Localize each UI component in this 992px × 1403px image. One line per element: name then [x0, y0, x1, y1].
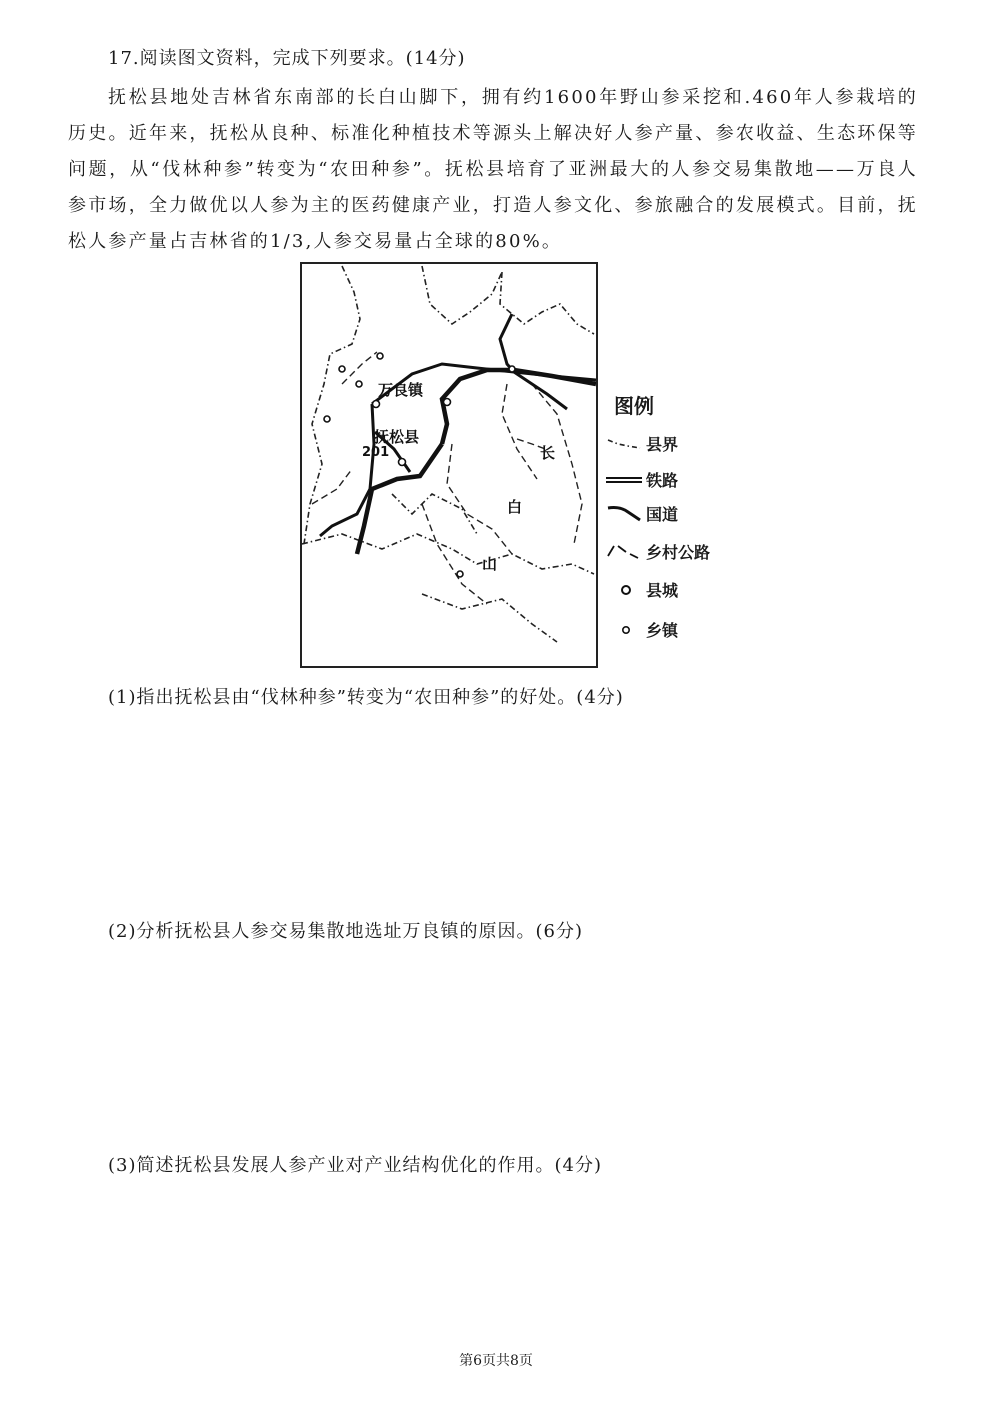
map-label-chang: 长 — [540, 444, 556, 462]
subquestion-1: (1)指出抚松县由“伐林种参”转变为“农田种参”的好处。(4分) — [108, 687, 624, 708]
map-legend — [606, 390, 726, 650]
legend-title: 图例 — [614, 394, 654, 418]
national-road-symbol — [606, 504, 642, 524]
page-number: 第6页共8页 — [459, 1353, 533, 1369]
legend-village-road: 乡村公路 — [646, 543, 711, 562]
village-road-symbol — [606, 542, 642, 562]
question-title: 17.阅读图文资料，完成下列要求。(14分) — [108, 48, 466, 69]
map-drawing — [302, 264, 596, 666]
railway-symbol — [606, 470, 642, 490]
legend-township: 乡镇 — [646, 621, 679, 640]
question-passage: 抚松县地处吉林省东南部的长白山脚下，拥有约1600年野山参采挖和.460年人参栽培的历史。近年来，抚松从良种、标准化种植技术等源头上解决好人参产量、参农收益、生态环保等问题，从“伐林种参”转变为“农田种参”。抚松县培育了亚洲最大的人参交易集散地——万良人参市场，全力做优以人参为主的医药健康产业，打造人参文化、参旅融合的发展模式。目前，抚松人参产量占吉林省的1/3,人参交易量占全球的80%。 — [68, 87, 918, 252]
national-road-lines — [320, 314, 596, 536]
subquestion-3: (3)简述抚松县发展人参产业对产业结构优化的作用。(4分) — [108, 1155, 602, 1176]
legend-county-seat: 县城 — [646, 581, 679, 600]
legend-national-road: 国道 — [646, 505, 679, 524]
legend-railway: 铁路 — [646, 471, 679, 490]
map-label-bai: 白 — [507, 498, 523, 516]
county-seat-symbol — [606, 580, 642, 600]
subquestion-2: (2)分析抚松县人参交易集散地选址万良镇的原因。(6分) — [108, 921, 583, 942]
map-figure — [300, 262, 598, 668]
map-label-shan: 山 — [482, 555, 498, 573]
map-label-wanliang: 万良镇 — [378, 381, 424, 399]
township-symbol — [606, 620, 642, 640]
legend-county-border: 县界 — [646, 435, 679, 454]
map-label-road-201: 201 — [362, 445, 390, 460]
county-border-symbol — [606, 434, 642, 454]
map-label-fusong: 抚松县 — [374, 428, 420, 446]
